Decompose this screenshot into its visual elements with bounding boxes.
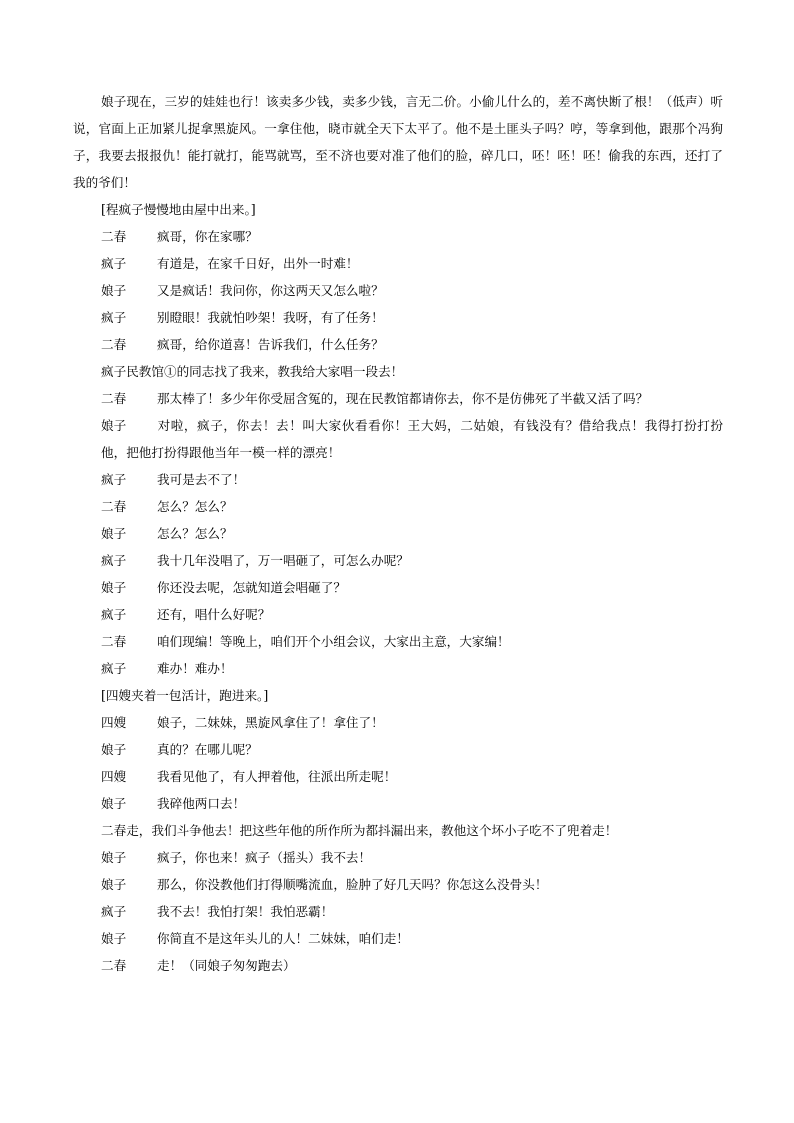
dialogue-line bbox=[73, 520, 723, 547]
dialogue-text: 咱们现编！等晚上，咱们开个小组会议，大家出主意，大家编！ bbox=[157, 634, 510, 649]
speaker-name: 二春 bbox=[101, 958, 127, 973]
speaker-name: 娘子 bbox=[101, 850, 127, 865]
dialogue-text: 又是疯话！我问你，你这两天又怎么啦？ bbox=[157, 283, 384, 298]
dialogue-text: 有道是，在家千日好，出外一时难！ bbox=[157, 256, 359, 271]
dialogue-text: 怎么？怎么？ bbox=[157, 526, 233, 541]
speaker-name: 娘子 bbox=[101, 418, 127, 433]
speaker-name: 二春 bbox=[101, 634, 127, 649]
dialogue-text: 你简直不是这年头儿的人！二妹妹，咱们走！ bbox=[157, 931, 409, 946]
speaker-name: 疯子 bbox=[101, 256, 127, 271]
speaker-name: 娘子 bbox=[101, 283, 127, 298]
dialogue-line bbox=[73, 925, 723, 952]
dialogue-line bbox=[73, 574, 723, 601]
dialogue-line bbox=[73, 250, 723, 277]
dialogue-text: 那么，你没教他们打得顺嘴流血，脸肿了好几天吗？你怎这么没骨头！ bbox=[157, 877, 548, 892]
speaker-name: 疯子 bbox=[101, 607, 127, 622]
dialogue-text: 我十几年没唱了，万一唱砸了，可怎么办呢？ bbox=[157, 553, 409, 568]
dialogue-line bbox=[73, 223, 723, 250]
speaker-name: 娘子 bbox=[101, 796, 127, 811]
dialogue-line bbox=[73, 871, 723, 898]
dialogue-text: 走！（同娘子匆匆跑去） bbox=[157, 958, 296, 973]
dialogue-line bbox=[73, 736, 723, 763]
dialogue-text: 还有，唱什么好呢？ bbox=[157, 607, 271, 622]
speaker-name: 娘子 bbox=[101, 742, 127, 757]
opening-paragraph: 娘子现在，三岁的娃娃也行！该卖多少钱，卖多少钱，言无二价。小偷儿什么的，差不离快断了根！（低声）听说，官面上正加紧儿捉拿黑旋风。一拿住他，晓市就全天下太平了。他不是土匪头子吗？哼，等拿到他，跟那个冯狗子，我要去报报仇！能打就打，能骂就骂，至不济也要对准了他们的脸，碎几口，呸！呸！呸！偷我的东西，还打了我的爷们！ bbox=[73, 94, 723, 190]
dialogue-text: 疯子，你也来！疯子（摇头）我不去！ bbox=[157, 850, 372, 865]
dialogue-text: 那太棒了！多少年你受屈含冤的，现在民教馆都请你去，你不是仿佛死了半截又活了吗？ bbox=[157, 391, 649, 406]
speaker-name: 娘子 bbox=[101, 580, 127, 595]
dialogue-text: 对啦，疯子，你去！去！叫大家伙看看你！王大妈，二姑娘，有钱没有？借给我点！我得打扮打扮他，把他打扮得跟他当年一模一样的漂亮！ bbox=[101, 418, 723, 460]
dialogue-line bbox=[73, 763, 723, 790]
speaker-name: 四嫂 bbox=[101, 715, 127, 730]
dialogue-text: 别瞪眼！我就怕吵架！我呀，有了任务！ bbox=[157, 310, 384, 325]
speaker-name: 二春 bbox=[101, 337, 127, 352]
dialogue-text: 怎么？怎么？ bbox=[157, 499, 233, 514]
dialogue-text: 难办！难办！ bbox=[157, 661, 233, 676]
dialogue-text: 我可是去不了！ bbox=[157, 472, 246, 487]
dialogue-line bbox=[73, 790, 723, 817]
speaker-name: 娘子 bbox=[101, 526, 127, 541]
dialogue-line bbox=[73, 493, 723, 520]
dialogue-line bbox=[73, 844, 723, 871]
speaker-name: 娘子 bbox=[101, 877, 127, 892]
dialogue-text: 我不去！我怕打架！我怕恶霸！ bbox=[157, 904, 334, 919]
dialogue-line bbox=[73, 601, 723, 628]
dialogue-line-merged: 二春走，我们斗争他去！把这些年他的所作所为都抖漏出来，教他这个坏小子吃不了兜着走！ bbox=[101, 823, 618, 838]
dialogue-line bbox=[73, 304, 723, 331]
stage-direction: [程疯子慢慢地由屋中出来。] bbox=[101, 202, 256, 217]
dialogue-line bbox=[73, 952, 723, 979]
speaker-name: 疯子 bbox=[101, 904, 127, 919]
dialogue-line bbox=[73, 709, 723, 736]
dialogue-line bbox=[73, 628, 723, 655]
speaker-name: 疯子 bbox=[101, 310, 127, 325]
dialogue-line bbox=[73, 655, 723, 682]
dialogue-line bbox=[73, 547, 723, 574]
dialogue-text: 你还没去呢，怎就知道会唱砸了？ bbox=[157, 580, 346, 595]
speaker-name: 疯子 bbox=[101, 661, 127, 676]
speaker-name: 四嫂 bbox=[101, 769, 127, 784]
speaker-name: 疯子 bbox=[101, 472, 127, 487]
dialogue-text: 娘子，二妹妹，黑旋风拿住了！拿住了！ bbox=[157, 715, 384, 730]
speaker-name: 二春 bbox=[101, 499, 127, 514]
dialogue-line bbox=[73, 331, 723, 358]
dialogue-line-wrapped bbox=[73, 412, 723, 466]
speaker-name: 二春 bbox=[101, 391, 127, 406]
dialogue-line bbox=[73, 277, 723, 304]
dialogue-line bbox=[73, 385, 723, 412]
dialogue-line-merged: 疯子民教馆①的同志找了我来，教我给大家唱一段去！ bbox=[101, 364, 404, 379]
stage-direction: [四嫂夹着一包活计，跑进来。] bbox=[101, 688, 269, 703]
dialogue-line bbox=[73, 898, 723, 925]
document-body bbox=[73, 88, 723, 979]
speaker-name: 疯子 bbox=[101, 553, 127, 568]
speaker-name: 娘子 bbox=[101, 931, 127, 946]
dialogue-text: 疯哥，给你道喜！告诉我们，什么任务？ bbox=[157, 337, 384, 352]
dialogue-text: 我看见他了，有人押着他，往派出所走呢！ bbox=[157, 769, 397, 784]
dialogue-text: 我碎他两口去！ bbox=[157, 796, 246, 811]
speaker-name: 二春 bbox=[101, 229, 127, 244]
dialogue-line bbox=[73, 466, 723, 493]
dialogue-text: 真的？在哪儿呢？ bbox=[157, 742, 258, 757]
dialogue-text: 疯哥，你在家哪？ bbox=[157, 229, 258, 244]
